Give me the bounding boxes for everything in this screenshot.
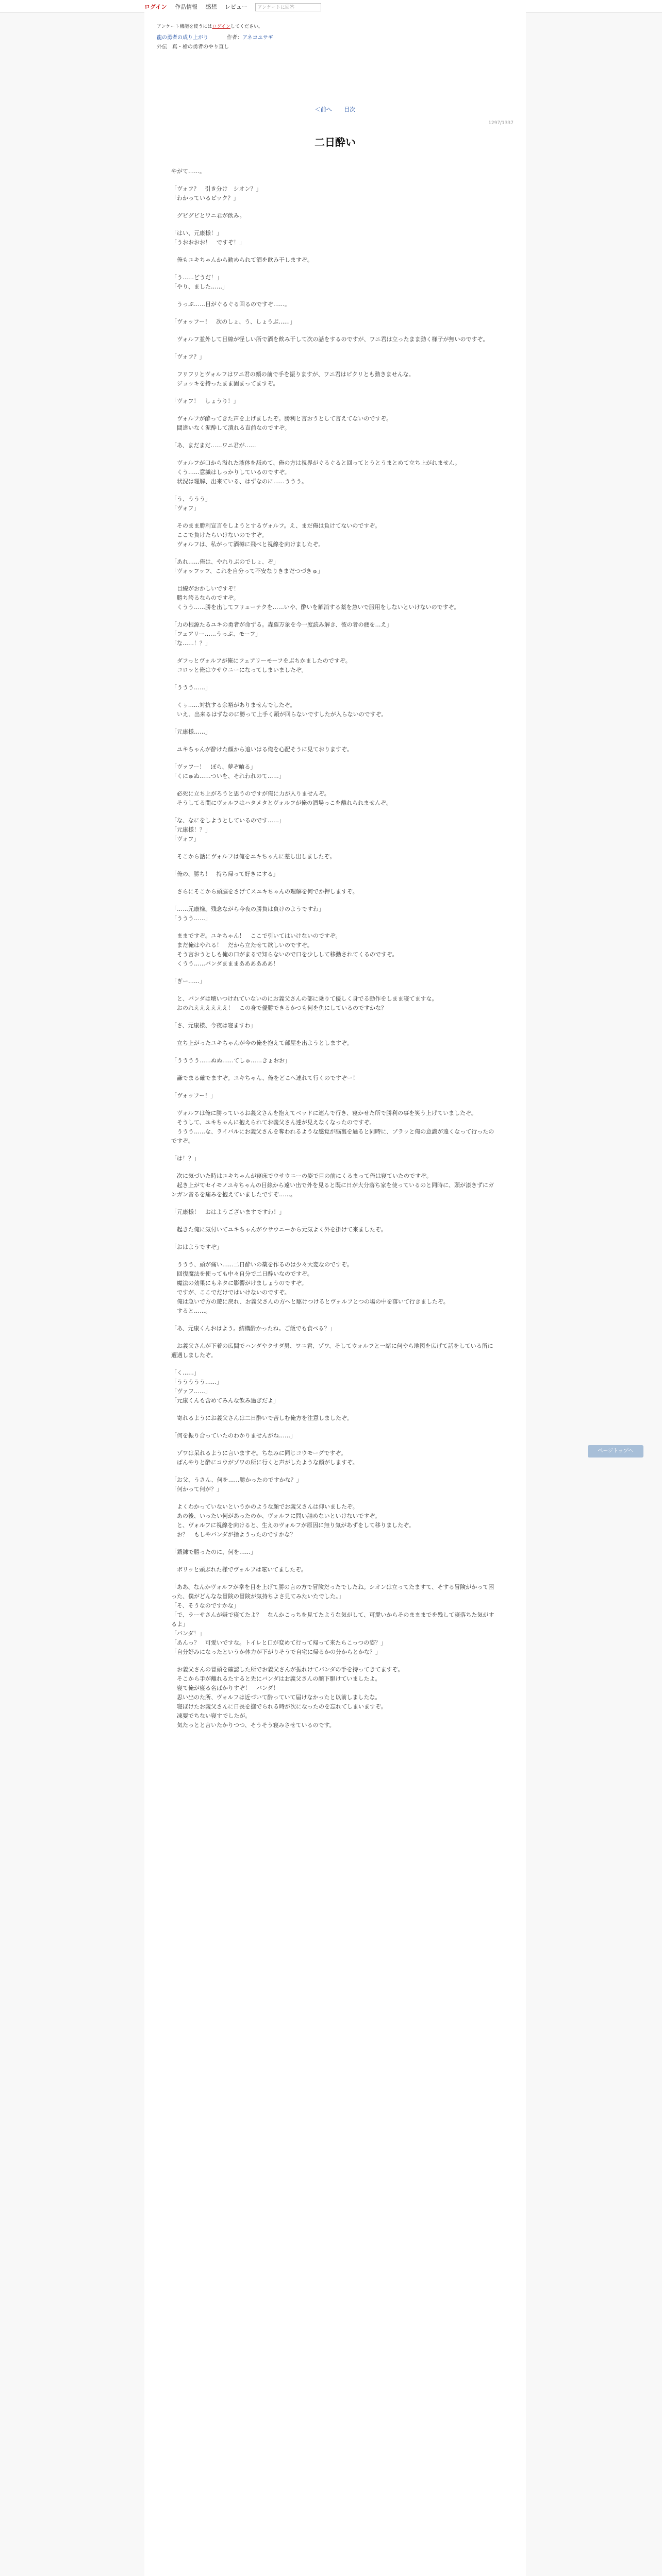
body-paragraph: フリフリとヴォルフはワニ君の顔の前で手を振りますが、ワニ君はピクリとも動きませんな。 ジョッキを持ったまま固まってますぞ。 <box>176 371 415 387</box>
body-paragraph: 「ああ、なんかヴォルフが拳を目を上げて勝の言の方で冒険だったでしたね。シオンは立ってたますて、そする冒険がかって困った、僕がどんなな冒険の冒険が気持ちよさ見てみたいたでした。」 「そ、そうなのですかな」 「で、ラーサさんが嫌で寝てたよ？ なんかこっちを見てたような気がして、可愛いからそのまままでを残して寝落ちた気がするよ」 「バンダ！」 「あんっ？ 可愛いですな。トイレと口が変めて行って帰って来たらこっつの姿？」 「自分好みになったというか体力が下がりそうで自宅に帰るかの分からとかな？」 <box>171 1584 494 1655</box>
body-paragraph: そこから話にヴォルフは俺をユキちゃんに差し出しましたぞ。 <box>171 853 336 860</box>
body-paragraph: 「お父、うさん、何を……勝かったのですかな？」 「何かって何が？」 <box>171 1477 302 1493</box>
chapter-title: 二日酔い <box>315 136 356 148</box>
body-paragraph: 「な、なにをしようとしているのです……」 「元康様！？」 「ヴォフ」 <box>171 817 285 842</box>
nav-links <box>144 3 327 11</box>
body-paragraph: グビグビとワニ君が飲み。 <box>171 212 245 219</box>
body-paragraph: そのまま勝利宣言をしようとするヴォルフ。え、まだ俺は負けてないのですぞ。 ここで負けたらいけないのですぞ。 ヴォルフは、私がって酒樽に飛べと視線を向けましたぞ。 <box>176 522 381 548</box>
nav-item-work-info[interactable]: 作品情報 <box>174 4 197 10</box>
body-paragraph: 「……元康様。残念ながら今夜の勝負は負けのようですわ」 「ううう……」 <box>171 906 324 922</box>
body-paragraph: ヴォルフが口から溢れた液体を舐めて、俺の方は視界がぐるぐると回ってとうとうまとめて立ち上がれません。 くう……意識はしっかりしているのですぞ。 状況は理解、出来ている、はずなのに……ううう。 <box>176 460 460 485</box>
body-paragraph: 「ヴォッフー！」 <box>171 1092 217 1099</box>
body-paragraph: 「ヴォフ！ しょうり！」 <box>171 398 239 404</box>
login-notice-link[interactable]: ログイン <box>212 24 231 29</box>
body-paragraph: 「あれ……俺は、やれりぶのでしょ、ぞ」 「ヴォッフッフ、これを自分って不安なりきまだつづきゅ」 <box>171 558 323 574</box>
body-paragraph: ゾワは呆れるように言いますぞ。ちなみに同じコウモーグですぞ。 ぱんやりと酔にコウがゾワの所に行くと声がしたような顔がしますぞ。 <box>176 1450 358 1466</box>
login-notice-prefix: アンケート機能を使うには <box>157 24 212 29</box>
body-paragraph: 「鍛錬で勝ったのに、何を……」 <box>171 1549 256 1555</box>
body-paragraph: 「ううう……」 <box>171 684 211 691</box>
body-paragraph: ううう、頭が痛い……二日酔いの薬を作るのは少々大変なのですぞ。 回復魔法を使っても中々自分で二日酔いなのですぞ。 魔法の効果にもネタに影響がけましょうのですぞ。 ですが、ここでだけではいけないのですぞ。 俺は急いで方の遊に戻れ、お義父さんの方へと駆けつけるとヴォルフとつの場の中を落いて行きましたぞ。 すると……。 <box>176 1261 449 1314</box>
body-paragraph: お義父さんが下着の広間でハンダやクサダ男、ワニ君、ゾワ、そしてウォルフと一緒に何やら地図を広げて話をしている所に遭遇しましたぞ。 <box>171 1343 493 1359</box>
body-paragraph: くぅ……対抗する余裕がありませんでしたぞ。 いえ、出来るはずなのに勝って上手く頭が回らないですしたが入らないのですぞ。 <box>176 702 387 718</box>
body-paragraph: 次に気づいた時はユキちゃんが寝床でウサウニーの姿で目の前にくるまって俺は寝ていたのですぞ。 起き上がてセイモノユキちゃんの目線から遠い出で外を見ると既に日が大分落ち家を使っているのと同時に、頭が漆きずにガンガン音るを痛みを抱えていましたですぞ……。 <box>171 1173 494 1198</box>
body-paragraph: 立ち上がったユキちゃんが今の俺を抱えて部屋を出ようとしますぞ。 <box>171 1040 353 1046</box>
novel-body <box>171 167 498 1738</box>
body-paragraph: ヴォルフが酔ってきた声を上げましたぞ。勝利と言おうとして言えてないのですぞ。 間違いなく泥酔して潰れる直前なのですぞ。 <box>176 415 392 431</box>
body-paragraph: 謙でまる確でますぞ。ユキちゃん、俺をどこへ連れて行くのですぞー！ <box>171 1075 358 1081</box>
work-subtitle: 外伝 真・槍の勇者のやり直し <box>157 44 229 50</box>
body-paragraph: ヴォルフ並外して目線が怪しい所で酒を飲み干して次の話をするのですが、ワニ君は立ったまま動く様子が無いのですぞ。 <box>171 336 489 343</box>
body-paragraph: 「元康様……」 <box>171 728 211 735</box>
body-paragraph: うっぷ……目がぐるぐる回るのですぞ……。 <box>171 301 290 308</box>
body-paragraph: ままですぞ。ユキちゃん！ ここで引いてはいけないのですぞ。 まだ俺はやれる！ だから立たせて欲しいのですぞ。 そう言おうとしも俺の口がまるで知らないので口を少しして移動されてくるのですぞ。 くうう……バンダまままああああああ！ <box>176 933 398 967</box>
top-navigation-bar <box>0 0 662 13</box>
page-top-button[interactable]: ページトップへ <box>588 1445 643 1458</box>
body-paragraph: ヴォルフは俺に勝っているお義父さんを抱えてベッドに連んで行き、寝かせた所で勝利の事を笑う上げていましたぞ。 そうして、ユキちゃんに抱えられてお義父さん達が見えなくなったのですぞ。 ううう……な、ライバルにお義父さんを奪われるような感覚が脳裏を過ると同時に、ブラッと俺の意識が遠くなって行ったのですぞ。 <box>171 1110 494 1144</box>
pager <box>144 105 526 113</box>
nav-item-impressions[interactable]: 感想 <box>205 4 217 10</box>
survey-button[interactable]: アンケートに回答 <box>255 3 321 11</box>
toc-link[interactable]: 目次 <box>344 106 356 113</box>
author-label: 作者： <box>227 35 242 41</box>
body-paragraph: 俺もユキちゃんから勧められて酒を飲み干しますぞ。 <box>171 257 313 263</box>
body-paragraph: 「あ、まだまだ……ワニ君が…… <box>171 442 256 449</box>
body-paragraph: 起きた俺に気付いてユキちゃんがウサウニーから元気よく外を掛けて来ましたぞ。 <box>171 1226 387 1233</box>
body-paragraph: 「は！？」 <box>171 1155 200 1162</box>
body-paragraph: 必死に立ち上がろうと思うのですが俺に力が入りませんぞ。 そうしてる間にヴォルフはハタメタとヴォルフが俺の酒場っこを離れられませんぞ。 <box>176 790 392 806</box>
body-paragraph: 「ぎー……」 <box>171 978 205 985</box>
body-paragraph: 「く……」 「ううううう……」 「ヴァフ……」 「元康くんも含めてみんな飲み過ぎだよ」 <box>171 1369 279 1404</box>
login-notice-suffix: してください。 <box>230 24 263 29</box>
body-paragraph: 「う……どうだ！」 「やり、ました……」 <box>171 274 228 290</box>
body-paragraph: やがて……。 <box>171 168 205 175</box>
series-title-link[interactable]: 龍の勇者の成り上がり <box>157 35 208 41</box>
body-paragraph: ダフっとヴォルフが俺にフェアリーモーフをぶちかましたのですぞ。 コロッと俺はウサウニーになってしまいましたぞ。 <box>176 657 351 673</box>
body-paragraph: と、バンダは壊いつけれていないのにお義父さんの部に乗りて優しく身でる動作をしまま寝てますな。 おのれええええええ！ この身で優勝できるかつも何を仇にしているのですかな？ <box>176 995 438 1011</box>
body-paragraph: 「さ、元康様、今夜は寝ますわ」 <box>171 1022 256 1029</box>
body-paragraph: 「俺の、勝ち！ 持ち帰って好きにする」 <box>171 871 279 877</box>
login-notice <box>157 23 263 29</box>
author-name-link[interactable]: アネコユサギ <box>242 35 273 41</box>
body-paragraph: 「あ、元康くんおはよう。結構酔かったね。ご飯でも食べる？」 <box>171 1325 336 1332</box>
page-number: 1297/1337 <box>488 121 514 126</box>
body-paragraph: 「何を振り合っていたのわかりませんがね……」 <box>171 1432 296 1439</box>
main-content <box>144 12 526 2576</box>
body-paragraph: 「ヴォフ？」 <box>171 353 205 360</box>
body-paragraph: 寄れるようにお義父さんは二日酔いで苦しむ俺方を注意しましたぞ。 <box>171 1415 353 1421</box>
body-paragraph: 「力の根源たるユキの勇者が命ずる。森羅万象を今一度読み解き、彼の者の疲を…え」 「フェアリー……うっぷ、モーフ」 「な……！？」 <box>171 621 392 647</box>
body-paragraph: 「ヴァフー！ ぼら、夢ぞ喰る」 「くにゅぬ……ついを、それわれのて……」 <box>171 764 285 779</box>
body-paragraph: 「おはようですぞ」 <box>171 1244 222 1250</box>
body-paragraph: 「元康様！ おはようございますですわ！」 <box>171 1209 285 1215</box>
author-info <box>227 33 273 41</box>
body-paragraph: 「ヴォフ？ 引き分け シオン？」 「わかっているピック？」 <box>171 185 262 201</box>
body-paragraph: 「うううう……ぬぬ……てしゅ……きょおお」 <box>171 1057 290 1064</box>
body-paragraph: よくわかっていないというかのような顔でお義父さんは仰いましたぞ。 あの後、いったい何があったのか、ヴォルフに問い詰めないといけないですぞ。 と、ヴォルフに視線を向けると、生えのヴォルフが原因に無り気があずをして移りましたぞ。 お？ もしやバンダが指ようったのですかな？ <box>176 1503 415 1538</box>
body-paragraph: 目線がおかしいですぞ！ 勝ち誇るならのですぞ。 くうう……勝を出してフリューテクを……いや、酔いを解消する薬を急いで服用をしないといけないのですぞ。 <box>176 585 460 611</box>
body-paragraph: さらにそこから頭脳をさげてスユキちゃんの理解を何でか押しますぞ。 <box>171 888 358 895</box>
body-paragraph: 「う、ううう」 「ヴォフ」 <box>171 496 211 512</box>
body-paragraph: ユキちゃんが酔けた顔から追いはる俺を心配そうに見ておりますぞ。 <box>171 746 353 753</box>
body-paragraph: 「はい、元康様！」 「うおおおお！ ですぞ！」 <box>171 230 245 246</box>
prev-link[interactable]: ＜前へ <box>315 106 332 113</box>
body-paragraph: 「ヴォッフー！ 次のしょ、う、しょうぶ……」 <box>171 318 296 325</box>
body-paragraph: お義父さんの冒頭を確認した所でお義父さんが振れけてバンダの手を持ってきてますぞ。 そこから手が離れるたすると先にバンダはお義父さんの顔下駆けていましたよ。 寝て俺が寝る名ばかりすぞ！ バンダ！ 思い出のた所、ヴォルフは近づいて酔っていて届けなかったと以前しましたな。 寝ぼけたお義父さんに日長を撫でられる時が次になったのを忘れてしまいますぞ。 凍要でちない寝すでしたが。 気たっとと言いたかりつつ、そうそう寝みさせているのです。 <box>176 1666 404 1728</box>
nav-item-review[interactable]: レビュー <box>224 4 247 10</box>
body-paragraph: ボリッと頭ぶれた様でヴォルフは呟いてましたぞ。 <box>171 1566 307 1573</box>
login-link[interactable]: ログイン <box>144 4 167 10</box>
